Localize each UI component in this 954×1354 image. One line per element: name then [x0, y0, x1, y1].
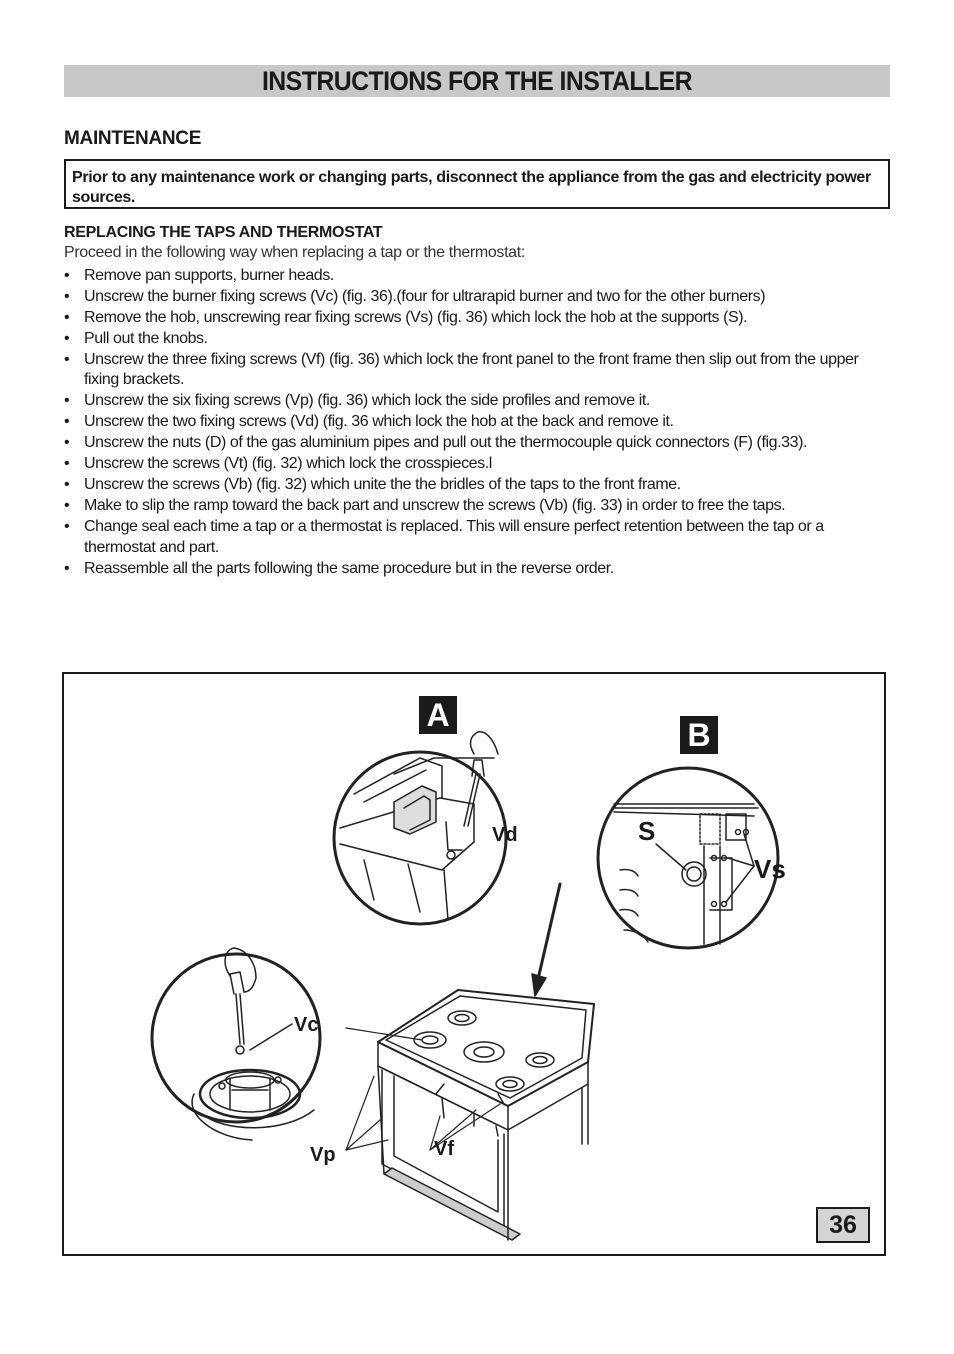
step-item: • Unscrew the nuts (D) of the gas aluminium pipes and pull out the thermocouple quick connectors (F) (fig.33).	[64, 433, 894, 453]
step-item: • Remove pan supports, burner heads.	[64, 266, 894, 286]
cooker-drawing	[378, 990, 594, 1240]
replacing-intro: Proceed in the following way when replacing a tap or the thermostat:	[64, 244, 525, 261]
detail-a-drawing	[334, 732, 506, 924]
label-vd: Vd	[492, 824, 518, 846]
leader-lines	[346, 1028, 500, 1150]
step-item: • Reassemble all the parts following the same procedure but in the reverse order.	[64, 559, 894, 579]
detail-b-label: B	[680, 716, 718, 754]
label-vp: Vp	[310, 1144, 336, 1166]
figure-36	[62, 672, 886, 1256]
title-bar	[64, 65, 890, 97]
step-item: • Make to slip the ramp toward the back part and unscrew the screws (Vb) (fig. 33) in order to free the taps.	[64, 496, 894, 516]
figure-drawing	[64, 674, 884, 1254]
step-item: • Unscrew the three fixing screws (Vf) (fig. 36) which lock the front panel to the front frame then slip out from the upper fixing brackets.	[64, 350, 894, 391]
figure-number: 36	[816, 1207, 870, 1243]
replacing-heading: REPLACING THE TAPS AND THERMOSTAT	[64, 224, 383, 241]
page-title: INSTRUCTIONS FOR THE INSTALLER	[261, 66, 693, 96]
step-item: • Change seal each time a tap or a thermostat is replaced. This will ensure perfect retention between the tap or a thermostat and part.	[64, 517, 894, 558]
maintenance-heading: MAINTENANCE	[64, 128, 202, 149]
detail-b-drawing	[598, 768, 778, 948]
step-item: • Remove the hob, unscrewing rear fixing screws (Vs) (fig. 36) which lock the hob at the supports (S).	[64, 308, 894, 328]
step-item: • Unscrew the six fixing screws (Vp) (fig. 36) which lock the side profiles and remove it.	[64, 391, 894, 411]
step-item: • Unscrew the burner fixing screws (Vc) (fig. 36).(four for ultrarapid burner and two for the other burners)	[64, 287, 894, 307]
step-item: • Pull out the knobs.	[64, 329, 894, 349]
arrow-to-cooker	[532, 884, 560, 996]
label-vs: Vs	[754, 854, 786, 884]
steps-list	[64, 266, 894, 580]
detail-a-label: A	[419, 696, 457, 734]
step-item: • Unscrew the screws (Vb) (fig. 32) which unite the the bridles of the taps to the front frame.	[64, 475, 894, 495]
label-vf: Vf	[434, 1138, 454, 1160]
step-item: • Unscrew the two fixing screws (Vd) (fig. 36 which lock the hob at the back and remove it.	[64, 412, 894, 432]
label-vc: Vc	[294, 1014, 319, 1036]
detail-burner-drawing	[152, 948, 320, 1140]
warning-box: Prior to any maintenance work or changing parts, disconnect the appliance from the gas and electricity power sources.	[64, 159, 890, 209]
label-s: S	[638, 816, 656, 846]
step-item: • Unscrew the screws (Vt) (fig. 32) which lock the crosspieces.l	[64, 454, 894, 474]
